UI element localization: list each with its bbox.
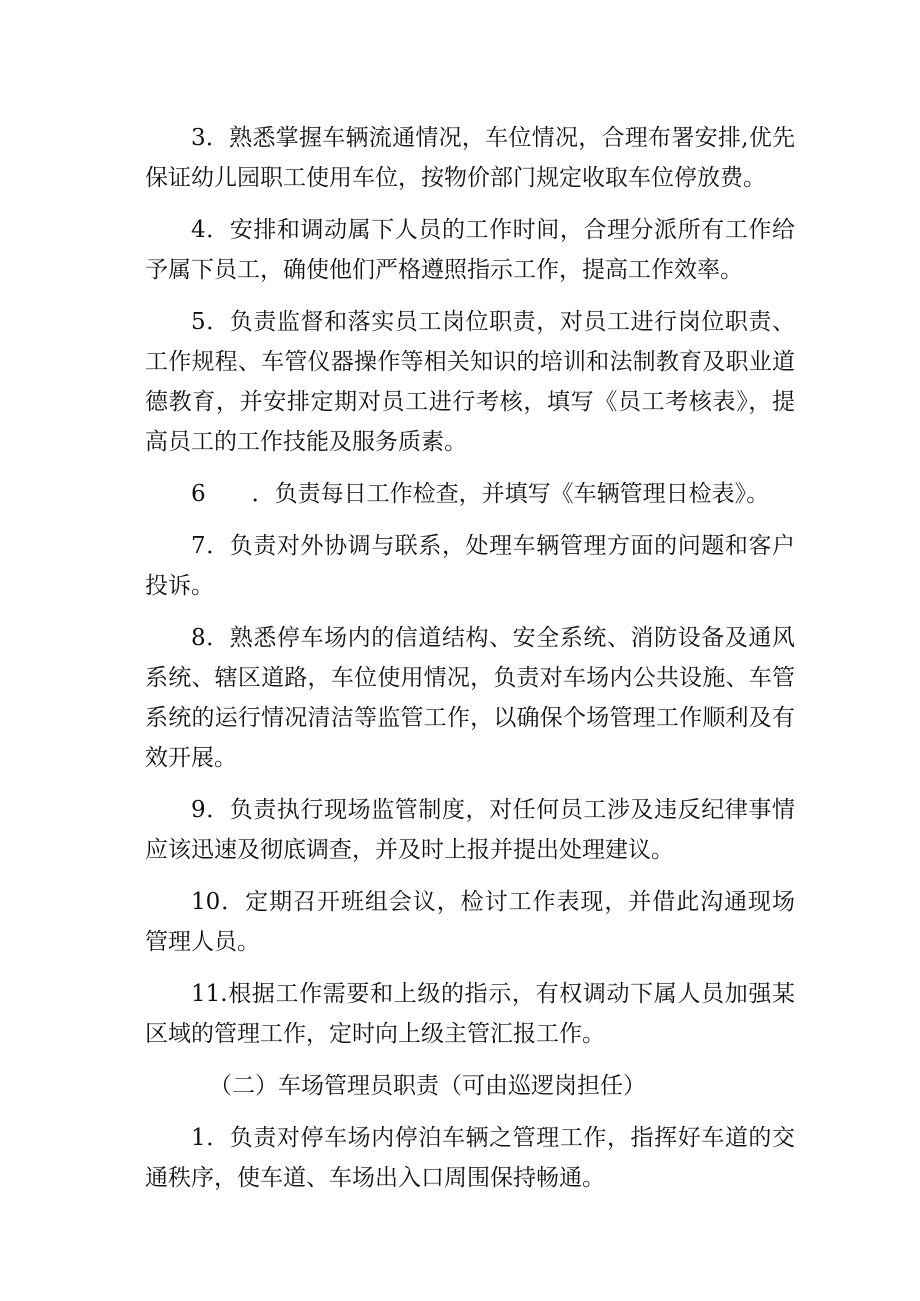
- document-body: [145, 118, 795, 1210]
- paragraph-item-4: 4．安排和调动属下人员的工作时间，合理分派所有工作给予属下员工，确使他们严格遵照指示工作，提高工作效率。: [145, 217, 795, 283]
- paragraph-item-9: 9．负责执行现场监管制度，对任何员工涉及违反纪律事情应该迅速及彻底调查，并及时上报并提出处理建议。: [145, 797, 795, 863]
- paragraph-item-6: 6 ．负责每日工作检查，并填写《车辆管理日检表》。: [191, 481, 770, 507]
- paragraph-item-1: 1．负责对停车场内停泊车辆之管理工作，指挥好车道的交通秩序，使车道、车场出入口周围保持畅通。: [145, 1125, 795, 1191]
- paragraph-item-10: 10．定期召开班组会议，检讨工作表现，并借此沟通现场管理人员。: [145, 889, 795, 955]
- paragraph-item-5: 5．负责监督和落实员工岗位职责，对员工进行岗位职责、工作规程、车管仪器操作等相关知识的培训和法制教育及职业道德教育，并安排定期对员工进行考核，填写《员工考核表》，提高员工的工作技能及服务质素。: [145, 309, 795, 455]
- paragraph-item-8: 8．熟悉停车场内的信道结构、安全系统、消防设备及通风系统、辖区道路，车位使用情况，负责对车场内公共设施、车管系统的运行情况清洁等监管工作，以确保个场管理工作顺利及有效开展。: [145, 625, 795, 771]
- paragraph-item-7: 7．负责对外协调与联系，处理车辆管理方面的问题和客户投诉。: [145, 533, 795, 599]
- paragraph-item-11: 11.根据工作需要和上级的指示，有权调动下属人员加强某区域的管理工作，定时向上级主管汇报工作。: [145, 981, 795, 1047]
- paragraph-item-3: 3．熟悉掌握车辆流通情况，车位情况，合理布署安排,优先保证幼儿园职工使用车位，按物价部门规定收取车位停放费。: [145, 125, 795, 191]
- section-heading: （二）车场管理员职责（可由巡逻岗担任）: [209, 1073, 646, 1099]
